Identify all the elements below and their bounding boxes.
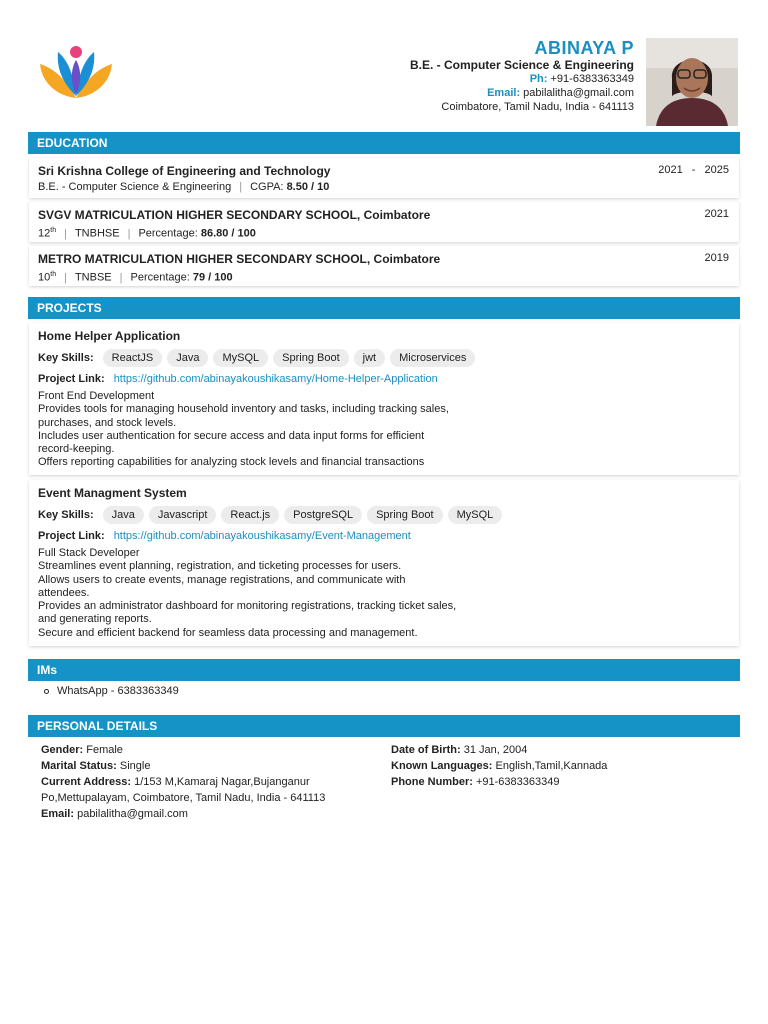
skill-chip: Spring Boot [273,349,348,367]
phone-label: Ph: [529,73,548,85]
phone-value[interactable]: +91-6383363349 [475,776,560,788]
phone-line [410,72,634,86]
project-title: Home Helper Application [38,329,181,343]
im-entry[interactable]: WhatsApp - 6383363349 [57,685,179,697]
languages-label: Known Languages: [391,760,493,772]
education-score: 79 / 100 [192,271,233,284]
education-board: TNBHSE [74,227,120,240]
skill-chip: Microservices [390,349,475,367]
description-line: Offers reporting capabilities for analyzing stock levels and financial transactions [38,456,425,469]
section-personal-details: PERSONAL DETAILS [28,715,740,737]
portrait-icon [646,38,738,126]
key-skills [38,506,730,524]
separator: | [64,271,67,284]
education-grade: 10 [38,271,51,284]
email-value[interactable]: pabilalitha@gmail.com [523,87,634,99]
separator: | [119,271,123,284]
profile-photo [646,38,738,126]
project-link-label: Project Link: [38,530,105,542]
dob-label: Date of Birth: [391,744,461,756]
description-line: Allows users to create events, manage registrations, and communicate with attendees. [38,573,406,599]
email-label: Email: [487,87,521,99]
separator: | [239,181,243,193]
email-label: Email: [41,808,75,820]
project-link-label: Project Link: [38,373,105,385]
gender-row [41,742,361,758]
education-year [658,164,729,176]
location-line: Coimbatore, Tamil Nadu, India - 641113 [441,101,634,113]
section-ims: IMs [28,659,740,681]
personal-details-left [41,742,361,822]
education-year: 2019 [704,252,729,264]
project-link-row [38,371,730,387]
education-degree: B.E. - Computer Science & Engineering [38,181,232,193]
languages-value: English,Tamil,Kannada [495,760,608,772]
skill-chip: Java [103,506,144,524]
skill-chip: MySQL [213,349,268,367]
description-line: Provides tools for managing household inventory and tasks, including tracking sales, purchases, and stock levels. [38,403,449,429]
project-link-row [38,528,730,544]
education-institution: METRO MATRICULATION HIGHER SECONDARY SCHOOL, Coimbatore [38,252,441,266]
personal-details-right [391,742,731,790]
skill-chip: jwt [354,349,385,367]
dob-row [391,742,731,758]
education-detail [38,267,730,286]
dob-value: 31 Jan, 2004 [463,744,528,756]
address-value: 1/153 M,Kamaraj Nagar,Bujanganur Po,Mettupalayam, Coimbatore, Tamil Nadu, India - 641113 [41,776,326,804]
skill-chip: MySQL [448,506,503,524]
description-line: Front End Development [38,390,155,402]
education-institution: SVGV MATRICULATION HIGHER SECONDARY SCHOOL, Coimbatore [38,208,431,222]
key-skills-label: Key Skills: [38,509,94,521]
marital-value: Single [119,760,151,772]
skill-chip: React.js [221,506,279,524]
project-description [38,547,458,640]
education-score: 8.50 / 10 [286,181,330,193]
education-score-label: Percentage: [138,227,198,240]
year-start: 2021 [658,164,683,176]
description-line: Full Stack Developer [38,547,140,559]
skill-chip: PostgreSQL [284,506,362,524]
skill-chip: Javascript [149,506,217,524]
grade-suffix: th [50,271,57,278]
project-card [29,323,739,475]
bullet-icon [44,689,49,694]
project-link[interactable]: https://github.com/abinayakoushikasamy/Home-Helper-Application [113,373,438,385]
phone-label: Phone Number: [391,776,473,788]
education-institution: Sri Krishna College of Engineering and Technology [38,164,331,178]
marital-label: Marital Status: [41,760,117,772]
email-line [410,86,634,100]
education-score-label: CGPA: [250,181,284,193]
address-row [41,774,361,806]
project-card [29,480,739,646]
separator: | [127,227,131,240]
description-line: Provides an administrator dashboard for monitoring registrations, tracking ticket sales, and generating reports. [38,600,457,626]
education-board: TNBSE [74,271,112,284]
skill-chip: ReactJS [103,349,163,367]
education-year: 2021 [704,208,729,220]
year-separator: - [691,164,696,176]
im-list [44,684,179,698]
description-line: Includes user authentication for secure access and data input forms for efficient record-keeping. [38,429,425,456]
candidate-name: ABINAYA P [534,38,634,58]
education-item [29,158,739,198]
marital-row [41,758,361,774]
gender-value: Female [86,744,123,756]
education-detail [38,223,730,242]
email-row [41,806,361,822]
description-line: Secure and efficient backend for seamless data processing and management. [38,626,418,639]
description-line: Streamlines event planning, registration, and ticketing processes for users. [38,560,402,573]
header-text [410,38,634,114]
skill-chip: Spring Boot [367,506,442,524]
education-item [29,246,739,286]
section-projects: PROJECTS [28,297,740,319]
grade-suffix: th [50,227,57,234]
section-education: EDUCATION [28,132,740,154]
education-score-label: Percentage: [130,271,190,284]
separator: | [64,227,67,240]
list-item [44,684,179,698]
phone-value[interactable]: +91-6383363349 [550,73,634,85]
education-item [29,202,739,242]
education-detail [38,179,730,195]
project-link[interactable]: https://github.com/abinayakoushikasamy/Event-Management [113,530,411,542]
education-grade: 12 [38,227,51,240]
education-score: 86.80 / 100 [200,227,256,240]
languages-row [391,758,731,774]
skill-chip: Java [167,349,208,367]
project-title: Event Managment System [38,486,187,500]
logo-icon [38,42,114,102]
phone-row [391,774,731,790]
address-label: Current Address: [41,776,132,788]
gender-label: Gender: [41,744,84,756]
resume-header [28,36,740,128]
key-skills-label: Key Skills: [38,352,94,364]
key-skills [38,349,730,367]
project-description [38,390,458,470]
email-value[interactable]: pabilalitha@gmail.com [77,808,188,820]
candidate-degree: B.E. - Computer Science & Engineering [409,58,634,72]
year-end: 2025 [704,164,729,176]
